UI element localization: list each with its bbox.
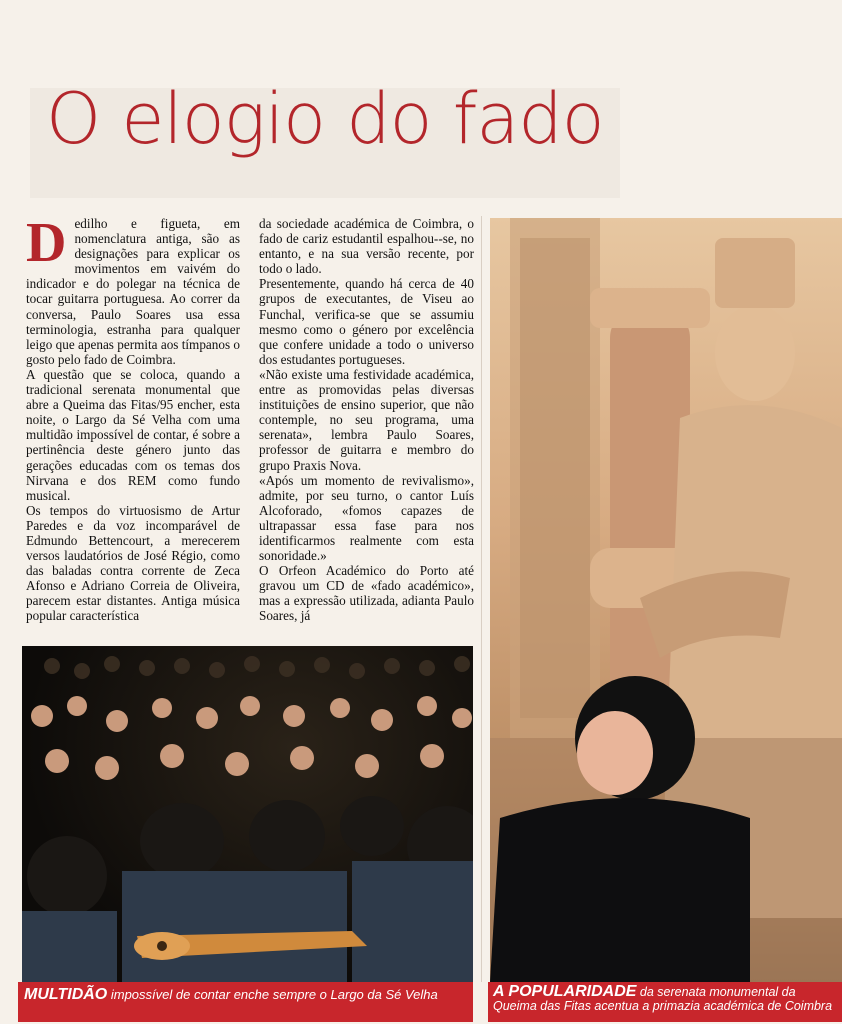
- caption-lead: MULTIDÃO: [24, 986, 108, 1003]
- paragraph: da sociedade académica de Coimbra, o fado de cariz estudantil espalhou--se, no entanto, e na sua versão recente, por todo o lado.: [259, 216, 474, 277]
- paragraph: Os tempos do virtuosismo de Artur Paredes e da voz incomparável de Edmundo Bettencourt, a merecerem versos laudatórios de José Régio, como das baladas contra corrente de Zeca Afonso e Adriano Correia de Oliveira, parecem estar distantes. Antiga música popular característica: [26, 502, 240, 624]
- article-column-1: [26, 212, 240, 624]
- column-divider: [481, 216, 482, 982]
- paragraph: O Orfeon Académico do Porto até gravou um CD de «fado académico», mas a expressão utilizada, adianta Paulo Soares, já: [259, 563, 474, 624]
- paragraph: edilho e figueta, em nomenclatura antiga, são as designações para explicar os movimentos em vaivém do indicador e do polegar na técnica de tocar guitarra portuguesa. Ao correr da conversa, Paulo Soares usa essa terminologia, estranha para qualquer leigo que apenas permita aos tímpanos o gosto pelo fado de Coimbra.: [26, 216, 240, 367]
- singer-photo: [490, 218, 842, 982]
- page-title: O elogio do fado: [46, 78, 604, 160]
- caption-lead: A POPULARIDADE: [493, 983, 637, 1000]
- caption-text: impossível de contar enche sempre o Largo da Sé Velha: [107, 987, 438, 1002]
- article-column-2: [259, 216, 474, 624]
- caption-singer: [488, 982, 842, 1022]
- caption-text: da serenata monumental da Queima das Fitas acentua a primazia académica de Coimbra: [493, 985, 833, 1013]
- statue-illustration: [490, 218, 842, 982]
- caption-crowd: [18, 982, 473, 1022]
- crowd-photo: [22, 646, 473, 982]
- paragraph: «Não existe uma festividade académica, entre as promovidas pelas diversas instituições de ensino superior, que não contemple, no seu programa, uma serenata», lembra Paulo Soares, professor de guitarra e membro do grupo Praxis Nova.: [259, 366, 474, 473]
- paragraph: A questão que se coloca, quando a tradicional serenata monumental que abre a Queima das Fitas/95 encher, esta noite, o Largo da Sé Velha com uma multidão impossível de contar, é sobre a pertinência deste género junto das gerações educadas com os temas dos Nirvana e dos REM como fundo musical.: [26, 366, 240, 503]
- crowd-illustration: [22, 646, 473, 982]
- paragraph: Presentemente, quando há cerca de 40 grupos de executantes, de Viseu ao Funchal, verifica-se que se assumiu mesmo como o género por excelência que confere unidade a todo o universo dos estudantes portugueses.: [259, 276, 474, 367]
- paragraph: «Após um momento de revivalismo», admite, por seu turno, o cantor Luís Alcoforado, «fomos capazes de ultrapassar essa fase para nos identificarmos realmente com esta sonoridade.»: [259, 472, 474, 564]
- drop-cap: D: [26, 212, 67, 274]
